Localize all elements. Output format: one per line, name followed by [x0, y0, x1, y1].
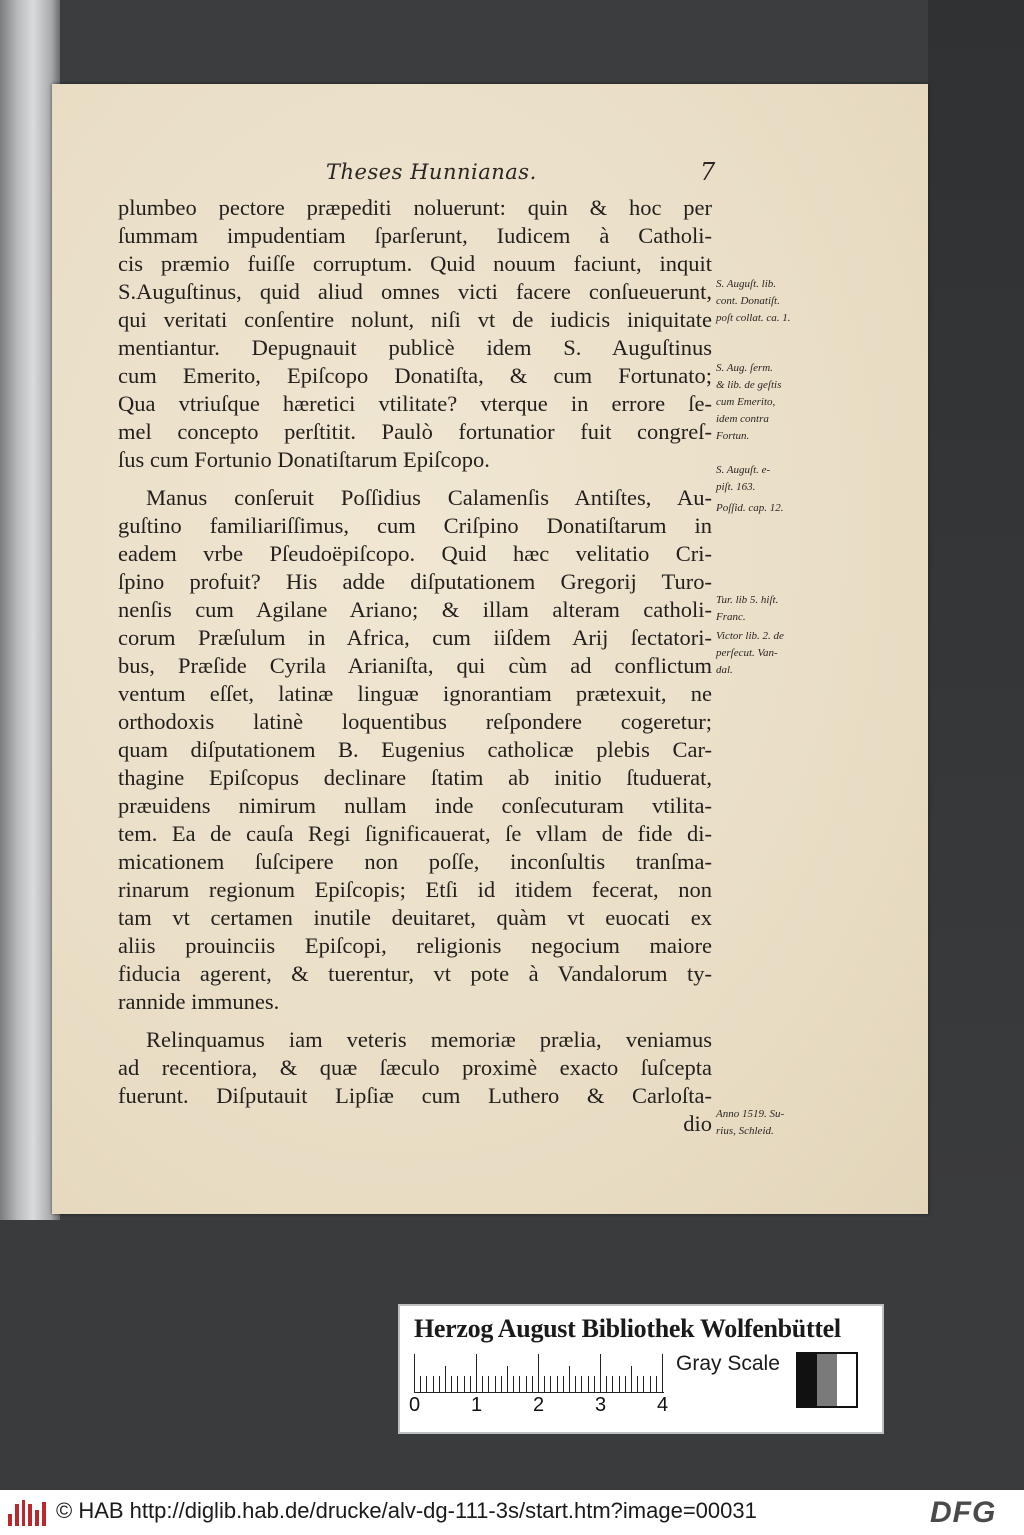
- ruler-tick: [581, 1376, 582, 1392]
- ruler-tick: [544, 1376, 545, 1392]
- ruler-tick: [439, 1376, 440, 1392]
- margin-note: [716, 592, 836, 626]
- text-line: rinarum regionum Epiſcopis; Etſi id itidem fecerat, non: [118, 877, 712, 902]
- ruler-tick: [426, 1376, 427, 1392]
- margin-note: [716, 628, 836, 679]
- margin-note: [716, 1106, 836, 1140]
- dfg-logo: DFG: [930, 1496, 997, 1529]
- ruler-tick: [650, 1376, 651, 1392]
- ruler-tick: [575, 1376, 576, 1392]
- ruler-number: 1: [471, 1394, 483, 1416]
- text-line: guſtino familiariſſimus, cum Criſpino Donatiſtarum in: [118, 513, 712, 538]
- ruler-tick: [594, 1376, 595, 1392]
- running-head: Theses Hunnianas.: [326, 160, 537, 184]
- ruler-tick: [532, 1376, 533, 1392]
- text-line: præuidens nimirum nullam inde conſecuturam vtilita-: [118, 793, 712, 818]
- text-line: Manus conſeruit Poſſidius Calamenſis Antiſtes, Au-: [146, 485, 712, 510]
- scan-background-right: [928, 0, 1024, 1220]
- ruler-tick: [538, 1354, 539, 1392]
- margin-note-line: Anno 1519. Su-: [716, 1108, 785, 1120]
- margin-note: [716, 500, 836, 517]
- scale-ruler: [414, 1352, 664, 1393]
- text-line: tam vt certamen inutile deuitaret, quàm vt euocati ex: [118, 905, 712, 930]
- page-number: 7: [700, 158, 716, 186]
- ruler-tick: [526, 1376, 527, 1392]
- ruler-tick: [656, 1376, 657, 1392]
- ruler-tick: [501, 1376, 502, 1392]
- text-line: mentiantur. Depugnauit publicè idem S. Auguſtinus: [118, 335, 712, 360]
- ruler-tick: [619, 1376, 620, 1392]
- ruler-tick: [414, 1354, 415, 1392]
- text-line: ſus cum Fortunio Donatiſtarum Epiſcopo.: [118, 447, 490, 472]
- margin-note: [716, 276, 836, 327]
- text-line: plumbeo pectore præpediti noluerunt: quin & hoc per: [118, 195, 712, 220]
- ruler-tick: [662, 1354, 663, 1392]
- text-line: aliis prouinciis Epiſcopi, religionis negocium maiore: [118, 933, 712, 958]
- ruler-numbers: [409, 1394, 684, 1420]
- library-name: Herzog August Bibliothek Wolfenbüttel: [414, 1314, 841, 1343]
- ruler-tick: [470, 1376, 471, 1392]
- text-line: corum Præſulum in Africa, cum iiſdem Arij ſectatori-: [118, 625, 712, 650]
- text-line: ad recentiora, & quæ ſæculo proximè exacto ſuſcepta: [118, 1055, 712, 1080]
- text-line: cis præmio fuiſſe corruptum. Quid nouum faciunt, inquit: [118, 251, 712, 276]
- ruler-tick: [476, 1354, 477, 1392]
- margin-note-line: S. Aug. ſerm.: [716, 362, 773, 374]
- color-calibration-card: [398, 1304, 884, 1434]
- text-line: S.Auguſtinus, quid aliud omnes victi facere conſueuerunt,: [118, 279, 712, 304]
- text-line: ſpino profuit? His adde diſputationem Gregorij Turo-: [118, 569, 712, 594]
- ruler-tick: [488, 1376, 489, 1392]
- text-line: dio: [683, 1111, 712, 1136]
- ruler-tick: [550, 1376, 551, 1392]
- ruler-number: 0: [409, 1394, 421, 1416]
- text-line: qui veritati conſentire nolunt, niſi vt de iudicis iniquitate: [118, 307, 712, 332]
- ruler-tick: [563, 1376, 564, 1392]
- text-line: thagine Epiſcopus declinare ſtatim ab initio ſtuduerat,: [118, 765, 712, 790]
- ruler-tick: [637, 1376, 638, 1392]
- ruler-tick: [557, 1376, 558, 1392]
- margin-note-line: S. Auguſt. lib.: [716, 278, 776, 290]
- ruler-tick: [507, 1366, 508, 1392]
- text-line: cum Emerito, Epiſcopo Donatiſta, & cum Fortunato;: [118, 363, 712, 388]
- margin-note-line: S. Auguſt. e-: [716, 464, 771, 476]
- margin-note-line: piſt. 163.: [716, 481, 756, 493]
- ruler-tick: [513, 1376, 514, 1392]
- margin-note-line: poſt collat. ca. 1.: [716, 312, 791, 324]
- ruler-tick: [606, 1376, 607, 1392]
- margin-note-line: cum Emerito,: [716, 396, 776, 408]
- text-line: rannide immunes.: [118, 989, 280, 1014]
- ruler-tick: [464, 1376, 465, 1392]
- ruler-tick: [420, 1376, 421, 1392]
- text-line: Qua vtriuſque hæretici vtilitate? vterque in errore ſe-: [118, 391, 712, 416]
- text-line: tem. Ea de cauſa Regi ſignificauerat, ſe vllam de fide di-: [118, 821, 712, 846]
- text-line: eadem vrbe Pſeudoëpiſcopo. Quid hæc velitatio Cri-: [118, 541, 712, 566]
- text-line: orthodoxis latinè loquentibus reſpondere cogeretur;: [118, 709, 712, 734]
- ruler-tick: [643, 1376, 644, 1392]
- margin-note-line: rius, Schleid.: [716, 1125, 774, 1137]
- text-line: nenſis cum Agilane Ariano; & illam alteram catholi-: [118, 597, 712, 622]
- ruler-tick: [451, 1376, 452, 1392]
- margin-note-line: dal.: [716, 664, 733, 676]
- ruler-tick: [519, 1376, 520, 1392]
- margin-note: [716, 462, 836, 496]
- ruler-number: 2: [533, 1394, 545, 1416]
- footer-copyright-link[interactable]: © HAB http://diglib.hab.de/drucke/alv-dg-111-3s/start.htm?image=00031: [56, 1498, 757, 1523]
- margin-note-line: Tur. lib 5. hiſt.: [716, 594, 779, 606]
- swatch-cell: [817, 1354, 836, 1406]
- footer-bar: [0, 1490, 1024, 1535]
- hab-logo-icon: [8, 1498, 46, 1526]
- ruler-tick: [631, 1366, 632, 1392]
- margin-note-line: perſecut. Van-: [716, 647, 778, 659]
- ruler-number: 4: [657, 1394, 669, 1416]
- ruler-tick: [625, 1376, 626, 1392]
- ruler-number: 3: [595, 1394, 607, 1416]
- margin-note-line: cont. Donatiſt.: [716, 295, 780, 307]
- margin-note-line: & lib. de geſtis: [716, 379, 782, 391]
- margin-note-line: Poſſid. cap. 12.: [716, 502, 784, 514]
- margin-note: [716, 360, 836, 445]
- text-line: quam diſputationem B. Eugenius catholicæ plebis Car-: [118, 737, 712, 762]
- swatch-cell: [798, 1354, 817, 1406]
- ruler-tick: [482, 1376, 483, 1392]
- text-line: mel concepto perſtitit. Paulò fortunatior fuit congreſ-: [118, 419, 712, 444]
- text-line: bus, Præſide Cyrila Arianiſta, qui cùm ad conflictum: [118, 653, 712, 678]
- ruler-tick: [433, 1376, 434, 1392]
- margin-note-line: idem contra: [716, 413, 769, 425]
- text-line: ſummam impudentiam ſparſerunt, Iudicem à Catholi-: [118, 223, 712, 248]
- text-line: Relinquamus iam veteris memoriæ prælia, veniamus: [146, 1027, 712, 1052]
- text-line: fuerunt. Diſputauit Lipſiæ cum Luthero & Carloſta-: [118, 1083, 712, 1108]
- ruler-tick: [588, 1376, 589, 1392]
- gray-scale-label: Gray Scale: [676, 1352, 780, 1375]
- text-line: ventum eſſet, latinæ linguæ ignorantiam prætexuit, ne: [118, 681, 712, 706]
- margin-note-line: Victor lib. 2. de: [716, 630, 784, 642]
- margin-note-line: Fortun.: [716, 430, 750, 442]
- text-line: micationem ſuſcipere non poſſe, inconſultis tranſma-: [118, 849, 712, 874]
- margin-note-line: Franc.: [716, 611, 746, 623]
- ruler-tick: [569, 1366, 570, 1392]
- ruler-tick: [495, 1376, 496, 1392]
- ruler-tick: [445, 1366, 446, 1392]
- book-edge-left: [0, 0, 60, 1220]
- swatch-cell: [837, 1354, 856, 1406]
- ruler-tick: [612, 1376, 613, 1392]
- ruler-tick: [457, 1376, 458, 1392]
- text-line: fiducia agerent, & tuerentur, vt pote à Vandalorum ty-: [118, 961, 712, 986]
- ruler-tick: [600, 1354, 601, 1392]
- gray-scale-swatch: [796, 1352, 858, 1408]
